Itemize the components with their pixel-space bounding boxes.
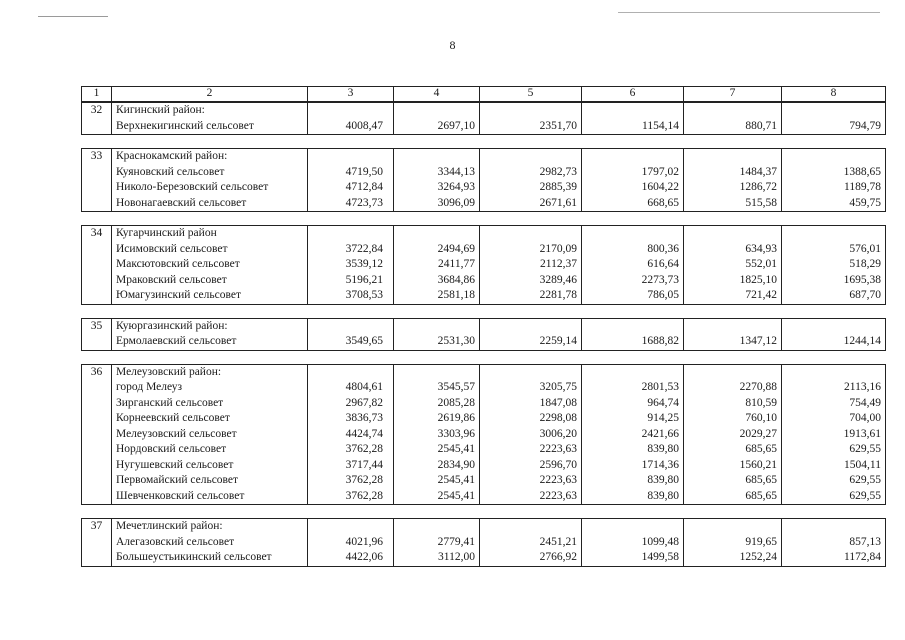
table-row <box>82 458 886 474</box>
table-row <box>82 119 886 135</box>
value-cell: 3289,46 <box>480 273 582 289</box>
table-row <box>82 273 886 289</box>
value-cell: 1388,65 <box>782 165 886 181</box>
value-cell: 810,59 <box>684 396 782 412</box>
value-cell: 3303,96 <box>394 427 480 443</box>
value-cell: 1560,21 <box>684 458 782 474</box>
table-row <box>82 165 886 181</box>
value-cell: 754,49 <box>782 396 886 412</box>
settlement-name: Алегазовский сельсовет <box>112 535 308 551</box>
value-cell: 685,65 <box>684 489 782 505</box>
row-index: 35 <box>82 318 112 334</box>
block-spacer-cell <box>82 135 886 149</box>
value-cell: 1244,14 <box>782 334 886 350</box>
empty-cell <box>308 149 394 165</box>
value-cell: 3006,20 <box>480 427 582 443</box>
value-cell: 3762,28 <box>308 473 394 489</box>
column-header: 1 <box>82 87 112 103</box>
empty-cell <box>82 535 112 551</box>
table-row <box>82 257 886 273</box>
value-cell: 839,80 <box>582 442 684 458</box>
column-header: 5 <box>480 87 582 103</box>
value-cell: 2029,27 <box>684 427 782 443</box>
table-row <box>82 442 886 458</box>
value-cell: 459,75 <box>782 196 886 212</box>
settlement-name: Корнеевский сельсовет <box>112 411 308 427</box>
value-cell: 2834,90 <box>394 458 480 474</box>
block-spacer <box>82 350 886 364</box>
value-cell: 1347,12 <box>684 334 782 350</box>
settlement-name: Максютовский сельсовет <box>112 257 308 273</box>
district-name: Кугарчинский район <box>112 226 308 242</box>
empty-cell <box>82 165 112 181</box>
value-cell: 3205,75 <box>480 380 582 396</box>
value-cell: 5196,21 <box>308 273 394 289</box>
settlement-name: Нордовский сельсовет <box>112 442 308 458</box>
settlement-name: Ермолаевский сельсовет <box>112 334 308 350</box>
value-cell: 2801,53 <box>582 380 684 396</box>
value-cell: 629,55 <box>782 489 886 505</box>
value-cell: 634,93 <box>684 242 782 258</box>
value-cell: 964,74 <box>582 396 684 412</box>
value-cell: 1172,84 <box>782 550 886 566</box>
value-cell: 4804,61 <box>308 380 394 396</box>
empty-cell <box>308 364 394 380</box>
row-index: 37 <box>82 519 112 535</box>
value-cell: 1913,61 <box>782 427 886 443</box>
column-header: 6 <box>582 87 684 103</box>
settlement-name: Куяновский сельсовет <box>112 165 308 181</box>
value-cell: 4021,96 <box>308 535 394 551</box>
value-cell: 1688,82 <box>582 334 684 350</box>
empty-cell <box>82 180 112 196</box>
empty-cell <box>684 519 782 535</box>
value-cell: 3096,09 <box>394 196 480 212</box>
empty-cell <box>582 364 684 380</box>
value-cell: 1847,08 <box>480 396 582 412</box>
block-spacer-cell <box>82 350 886 364</box>
settlement-name: Зирганский сельсовет <box>112 396 308 412</box>
empty-cell <box>684 149 782 165</box>
district-row <box>82 102 886 119</box>
data-table <box>81 86 886 567</box>
value-cell: 704,00 <box>782 411 886 427</box>
value-cell: 1504,11 <box>782 458 886 474</box>
table-row <box>82 242 886 258</box>
table-row <box>82 489 886 505</box>
value-cell: 839,80 <box>582 489 684 505</box>
value-cell: 4422,06 <box>308 550 394 566</box>
value-cell: 2545,41 <box>394 489 480 505</box>
value-cell: 3684,86 <box>394 273 480 289</box>
district-name: Кигинский район: <box>112 102 308 119</box>
value-cell: 685,65 <box>684 473 782 489</box>
value-cell: 2671,61 <box>480 196 582 212</box>
value-cell: 2494,69 <box>394 242 480 258</box>
column-header: 2 <box>112 87 308 103</box>
empty-cell <box>582 318 684 334</box>
value-cell: 2273,73 <box>582 273 684 289</box>
value-cell: 2112,37 <box>480 257 582 273</box>
empty-cell <box>82 458 112 474</box>
settlement-name: Юмагузинский сельсовет <box>112 288 308 304</box>
value-cell: 2170,09 <box>480 242 582 258</box>
empty-cell <box>82 334 112 350</box>
value-cell: 2298,08 <box>480 411 582 427</box>
value-cell: 914,25 <box>582 411 684 427</box>
empty-cell <box>308 519 394 535</box>
empty-cell <box>582 102 684 119</box>
empty-cell <box>394 149 480 165</box>
settlement-name: Первомайский сельсовет <box>112 473 308 489</box>
district-name: Краснокамский район: <box>112 149 308 165</box>
table-row <box>82 473 886 489</box>
district-row <box>82 318 886 334</box>
value-cell: 2967,82 <box>308 396 394 412</box>
value-cell: 2451,21 <box>480 535 582 551</box>
value-cell: 3549,65 <box>308 334 394 350</box>
value-cell: 2766,92 <box>480 550 582 566</box>
empty-cell <box>82 288 112 304</box>
value-cell: 4424,74 <box>308 427 394 443</box>
district-name: Мечетлинский район: <box>112 519 308 535</box>
empty-cell <box>394 318 480 334</box>
value-cell: 2281,78 <box>480 288 582 304</box>
value-cell: 668,65 <box>582 196 684 212</box>
value-cell: 3112,00 <box>394 550 480 566</box>
table-row <box>82 411 886 427</box>
settlement-name: Мраковский сельсовет <box>112 273 308 289</box>
empty-cell <box>82 411 112 427</box>
empty-cell <box>82 196 112 212</box>
value-cell: 2113,16 <box>782 380 886 396</box>
settlement-name: Шевченковский сельсовет <box>112 489 308 505</box>
value-cell: 1825,10 <box>684 273 782 289</box>
table-header <box>82 87 886 103</box>
empty-cell <box>394 364 480 380</box>
value-cell: 760,10 <box>684 411 782 427</box>
empty-cell <box>308 226 394 242</box>
settlement-name: Нугушевский сельсовет <box>112 458 308 474</box>
empty-cell <box>308 318 394 334</box>
value-cell: 687,70 <box>782 288 886 304</box>
value-cell: 3264,93 <box>394 180 480 196</box>
value-cell: 2270,88 <box>684 380 782 396</box>
value-cell: 1189,78 <box>782 180 886 196</box>
value-cell: 2223,63 <box>480 473 582 489</box>
empty-cell <box>82 489 112 505</box>
empty-cell <box>480 226 582 242</box>
value-cell: 616,64 <box>582 257 684 273</box>
empty-cell <box>782 149 886 165</box>
block-spacer <box>82 304 886 318</box>
value-cell: 629,55 <box>782 442 886 458</box>
empty-cell <box>82 473 112 489</box>
value-cell: 2697,10 <box>394 119 480 135</box>
value-cell: 3717,44 <box>308 458 394 474</box>
empty-cell <box>82 396 112 412</box>
value-cell: 1099,48 <box>582 535 684 551</box>
empty-cell <box>394 519 480 535</box>
empty-cell <box>684 102 782 119</box>
district-row <box>82 149 886 165</box>
settlement-name: Большеустьикинский сельсовет <box>112 550 308 566</box>
block-spacer <box>82 505 886 519</box>
empty-cell <box>684 364 782 380</box>
page-number: 8 <box>449 38 456 52</box>
block-spacer-cell <box>82 505 886 519</box>
table-row <box>82 396 886 412</box>
value-cell: 3836,73 <box>308 411 394 427</box>
value-cell: 2421,66 <box>582 427 684 443</box>
value-cell: 919,65 <box>684 535 782 551</box>
value-cell: 857,13 <box>782 535 886 551</box>
empty-cell <box>480 318 582 334</box>
settlement-name: Николо-Березовский сельсовет <box>112 180 308 196</box>
value-cell: 1154,14 <box>582 119 684 135</box>
table-row <box>82 196 886 212</box>
value-cell: 786,05 <box>582 288 684 304</box>
value-cell: 2223,63 <box>480 442 582 458</box>
empty-cell <box>394 102 480 119</box>
value-cell: 2885,39 <box>480 180 582 196</box>
row-index: 32 <box>82 102 112 119</box>
value-cell: 629,55 <box>782 473 886 489</box>
empty-cell <box>782 226 886 242</box>
value-cell: 3344,13 <box>394 165 480 181</box>
value-cell: 800,36 <box>582 242 684 258</box>
empty-cell <box>82 242 112 258</box>
scan-artifact-right <box>618 12 880 13</box>
district-name: Куюргазинский район: <box>112 318 308 334</box>
table-row <box>82 427 886 443</box>
empty-cell <box>480 519 582 535</box>
settlement-name: город Мелеуз <box>112 380 308 396</box>
block-spacer-cell <box>82 304 886 318</box>
block-spacer-cell <box>82 212 886 226</box>
value-cell: 3762,28 <box>308 442 394 458</box>
value-cell: 1714,36 <box>582 458 684 474</box>
table-row <box>82 334 886 350</box>
district-row <box>82 226 886 242</box>
table-row <box>82 550 886 566</box>
empty-cell <box>82 273 112 289</box>
empty-cell <box>394 226 480 242</box>
empty-cell <box>82 257 112 273</box>
table-row <box>82 288 886 304</box>
value-cell: 4723,73 <box>308 196 394 212</box>
empty-cell <box>684 226 782 242</box>
value-cell: 518,29 <box>782 257 886 273</box>
value-cell: 1797,02 <box>582 165 684 181</box>
value-cell: 2545,41 <box>394 442 480 458</box>
value-cell: 3708,53 <box>308 288 394 304</box>
value-cell: 3762,28 <box>308 489 394 505</box>
settlement-name: Мелеузовский сельсовет <box>112 427 308 443</box>
value-cell: 3545,57 <box>394 380 480 396</box>
value-cell: 2259,14 <box>480 334 582 350</box>
row-index: 36 <box>82 364 112 380</box>
row-index: 33 <box>82 149 112 165</box>
value-cell: 1695,38 <box>782 273 886 289</box>
empty-cell <box>782 364 886 380</box>
value-cell: 2982,73 <box>480 165 582 181</box>
value-cell: 3722,84 <box>308 242 394 258</box>
column-header: 4 <box>394 87 480 103</box>
settlement-name: Исимовский сельсовет <box>112 242 308 258</box>
value-cell: 2351,70 <box>480 119 582 135</box>
value-cell: 1484,37 <box>684 165 782 181</box>
table-row <box>82 180 886 196</box>
value-cell: 515,58 <box>684 196 782 212</box>
empty-cell <box>82 550 112 566</box>
empty-cell <box>82 442 112 458</box>
value-cell: 1286,72 <box>684 180 782 196</box>
value-cell: 685,65 <box>684 442 782 458</box>
empty-cell <box>480 364 582 380</box>
value-cell: 2581,18 <box>394 288 480 304</box>
value-cell: 4719,50 <box>308 165 394 181</box>
block-spacer <box>82 135 886 149</box>
empty-cell <box>582 149 684 165</box>
district-name: Мелеузовский район: <box>112 364 308 380</box>
empty-cell <box>782 318 886 334</box>
empty-cell <box>582 519 684 535</box>
value-cell: 2085,28 <box>394 396 480 412</box>
district-row <box>82 364 886 380</box>
value-cell: 1499,58 <box>582 550 684 566</box>
value-cell: 2411,77 <box>394 257 480 273</box>
table-row <box>82 535 886 551</box>
value-cell: 2779,41 <box>394 535 480 551</box>
value-cell: 1252,24 <box>684 550 782 566</box>
value-cell: 880,71 <box>684 119 782 135</box>
value-cell: 2223,63 <box>480 489 582 505</box>
empty-cell <box>782 102 886 119</box>
row-index: 34 <box>82 226 112 242</box>
value-cell: 839,80 <box>582 473 684 489</box>
empty-cell <box>480 149 582 165</box>
empty-cell <box>782 519 886 535</box>
empty-cell <box>480 102 582 119</box>
empty-cell <box>82 380 112 396</box>
column-header: 7 <box>684 87 782 103</box>
value-cell: 3539,12 <box>308 257 394 273</box>
value-cell: 576,01 <box>782 242 886 258</box>
empty-cell <box>82 119 112 135</box>
value-cell: 2619,86 <box>394 411 480 427</box>
value-cell: 2545,41 <box>394 473 480 489</box>
value-cell: 2531,30 <box>394 334 480 350</box>
settlement-name: Верхнекигинский сельсовет <box>112 119 308 135</box>
value-cell: 1604,22 <box>582 180 684 196</box>
scan-artifact-left <box>38 16 108 17</box>
empty-cell <box>684 318 782 334</box>
value-cell: 2596,70 <box>480 458 582 474</box>
value-cell: 4712,84 <box>308 180 394 196</box>
table-row <box>82 380 886 396</box>
district-row <box>82 519 886 535</box>
block-spacer <box>82 212 886 226</box>
value-cell: 4008,47 <box>308 119 394 135</box>
column-header: 8 <box>782 87 886 103</box>
empty-cell <box>308 102 394 119</box>
settlement-name: Новонагаевский сельсовет <box>112 196 308 212</box>
table-body <box>82 102 886 566</box>
empty-cell <box>82 427 112 443</box>
value-cell: 552,01 <box>684 257 782 273</box>
empty-cell <box>582 226 684 242</box>
value-cell: 721,42 <box>684 288 782 304</box>
value-cell: 794,79 <box>782 119 886 135</box>
column-header: 3 <box>308 87 394 103</box>
